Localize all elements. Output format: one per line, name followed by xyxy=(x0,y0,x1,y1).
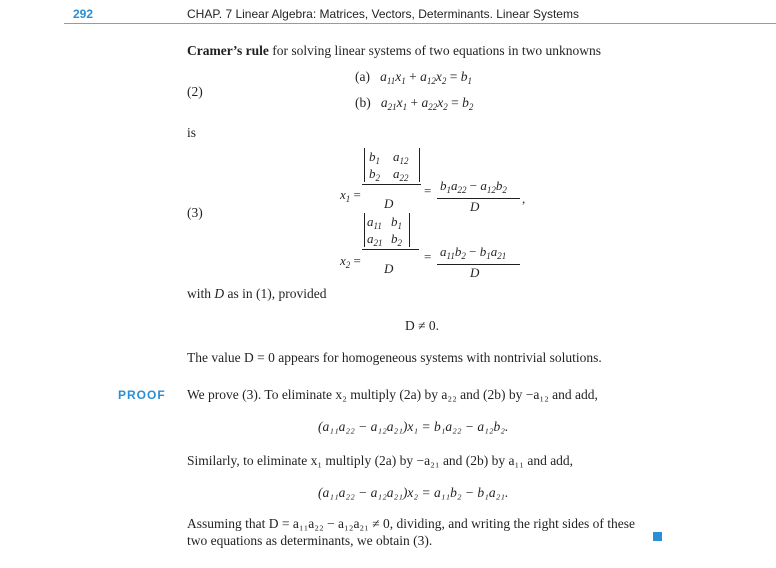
x1-equals: = xyxy=(424,183,432,198)
x2-equals: = xyxy=(424,249,432,264)
proof-equation-b: (a₁₁a₂₂ − a₁₂a₂₁)x₂ = a₁₁b₂ − b₁a₂₁. xyxy=(318,485,509,500)
proof-line-3: Assuming that D = a₁₁a₂₂ − a₁₂a₂₁ ≠ 0, dividing, and writing the right sides of these xyxy=(187,516,635,531)
x1-fraction-bar xyxy=(362,184,421,185)
eq3-label: (3) xyxy=(187,205,203,220)
det-a22: $a_{22}$ xyxy=(393,166,409,183)
det-a21: $a_{21}$ xyxy=(367,231,383,248)
x1-lhs: $x_1$ = xyxy=(340,187,361,204)
eq2b xyxy=(355,95,473,112)
proof-line-4: two equations as determinants, we obtain (3). xyxy=(187,533,433,548)
proof-line-1: We prove (3). To eliminate x₂ multiply (2a) by a₂₂ and (2b) by −a₁₂ and add, xyxy=(187,387,598,402)
eq2-label: (2) xyxy=(187,84,203,99)
running-header: CHAP. 7 Linear Algebra: Matrices, Vectors, Determinants. Linear Systems xyxy=(187,7,579,21)
intro-text: for solving linear systems of two equations in two unknowns xyxy=(268,43,602,58)
det-a11: $a_{11}$ xyxy=(367,214,382,231)
x2-denominator-D: D xyxy=(384,261,394,276)
intro-line xyxy=(187,43,601,59)
x1-comma: , xyxy=(522,191,526,206)
condition-D-nonzero: D ≠ 0. xyxy=(405,318,440,333)
x1-rhs-numerator: $b_1a_{22} - a_{12}b_2$ xyxy=(440,178,507,195)
x1-denominator-D: D xyxy=(384,196,394,211)
eq2a-label: (a) xyxy=(355,69,370,84)
x2-rhs-denominator-D: D xyxy=(470,265,480,280)
cramers-rule-term: Cramer’s rule xyxy=(187,43,269,58)
x2-lhs: $x_2$ = xyxy=(340,253,361,270)
x1-rhs-denominator-D: D xyxy=(470,199,480,214)
proof-line-2: Similarly, to eliminate x₁ multiply (2a) by −a₂₁ and (2b) by a₁₁ and add, xyxy=(187,453,574,468)
eq2a xyxy=(355,69,472,86)
det-b1-second: $b_1$ xyxy=(391,214,402,231)
provided-line: with D as in (1), provided xyxy=(187,286,327,301)
eq2b-expression: $a_{21}x_1 + a_{22}x_2 = b_2$ xyxy=(374,95,474,112)
det-b1: $b_1$ xyxy=(369,149,380,166)
header-rule xyxy=(64,23,776,24)
x2-fraction-bar xyxy=(362,249,419,250)
det-b2: $b_2$ xyxy=(369,166,380,183)
det-a12: $a_{12}$ xyxy=(393,149,409,166)
homogeneous-note: The value D = 0 appears for homogeneous systems with nontrivial solutions. xyxy=(187,350,602,365)
eq2b-label: (b) xyxy=(355,95,371,110)
page-number: 292 xyxy=(73,7,94,21)
eq2a-expression: $a_{11}x_1 + a_{12}x_2 = b_1$ xyxy=(373,69,472,86)
proof-equation-a: (a₁₁a₂₂ − a₁₂a₂₁)x₁ = b₁a₂₂ − a₁₂b₂. xyxy=(318,419,509,434)
det-b2-second: $b_2$ xyxy=(391,231,402,248)
qed-square-icon xyxy=(653,532,662,541)
is-text: is xyxy=(187,125,197,140)
x2-rhs-numerator: $a_{11}b_2 - b_1a_{21}$ xyxy=(440,244,507,261)
proof-label: PROOF xyxy=(118,388,166,402)
